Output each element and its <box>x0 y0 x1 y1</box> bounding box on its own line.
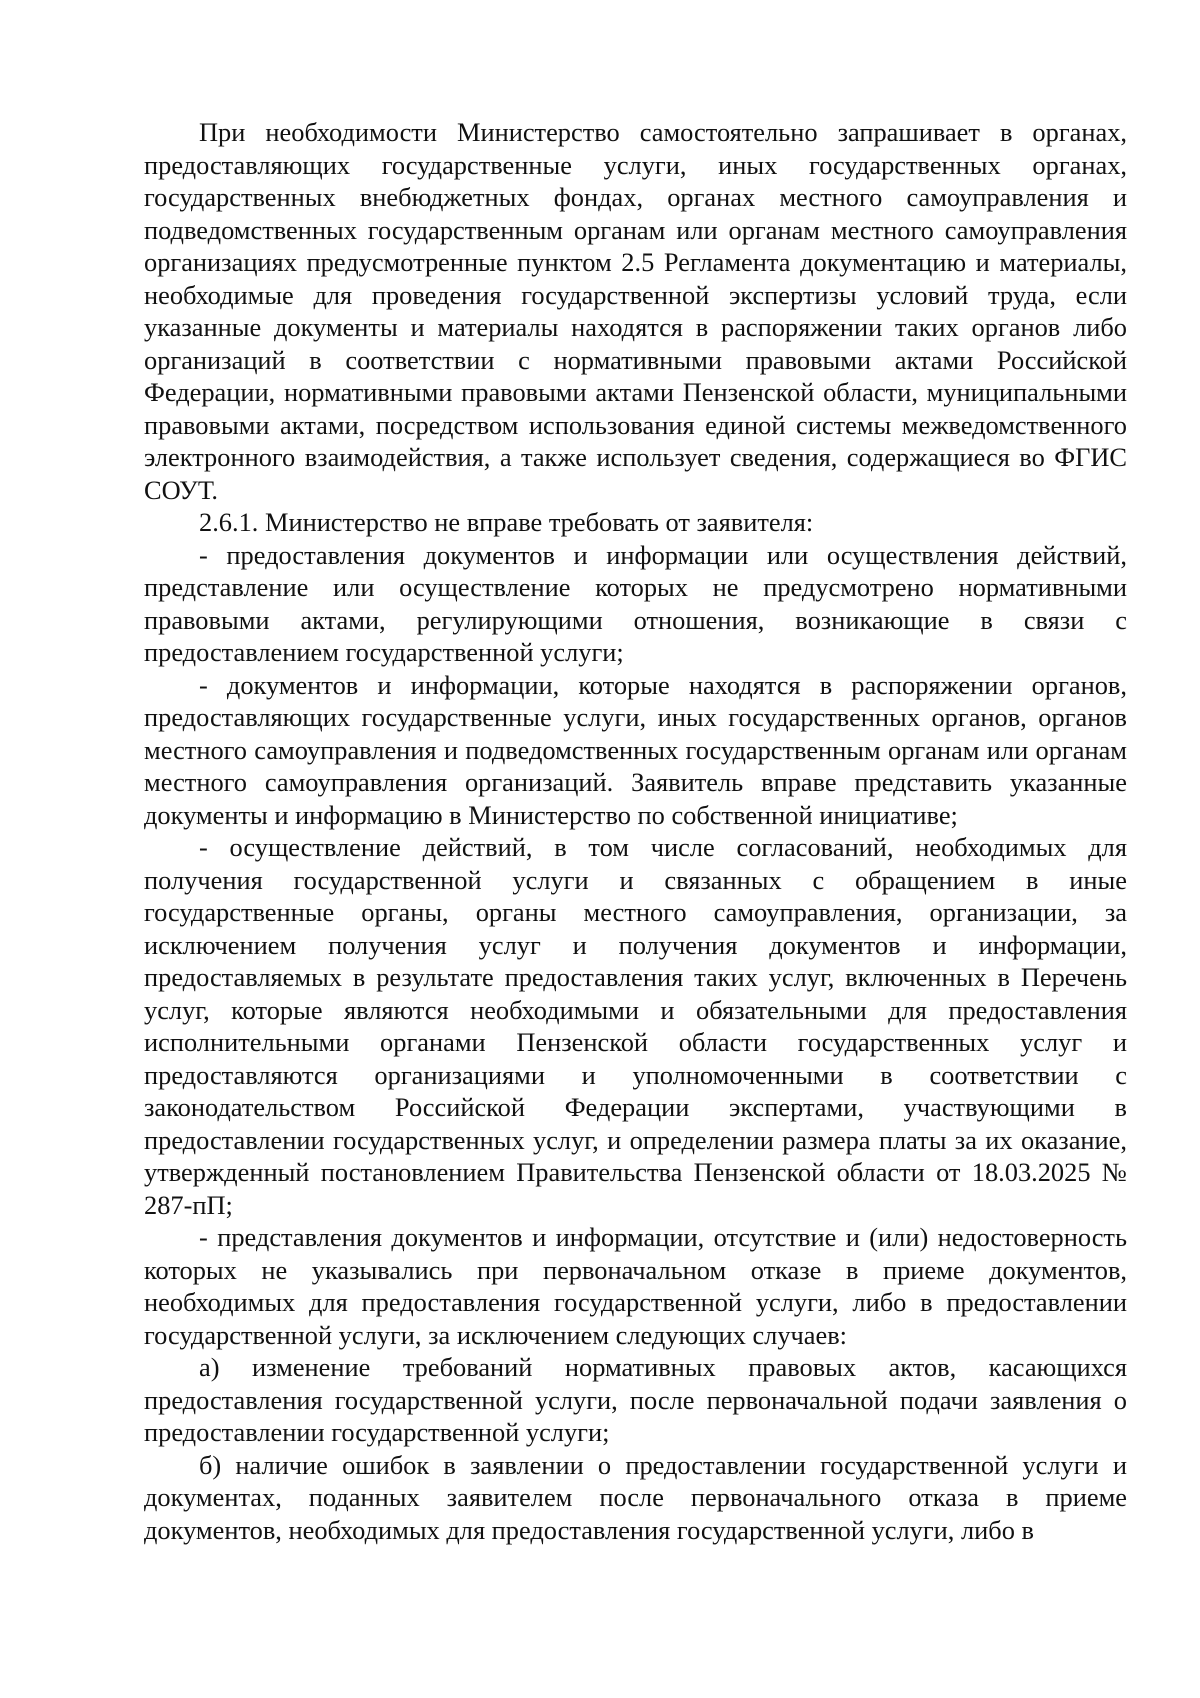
paragraph-item-documents: - документов и информации, которые находятся в распоряжении органов, предоставляющих государственные услуги, иных государственных органов, органов местного самоуправления и подведомственных государственным органам или органам местного самоуправления организаций. Заявитель вправе представить указанные документы и информацию в Министерство по собственной инициативе; <box>144 669 1127 830</box>
paragraph-item-actions: - предоставления документов и информации или осуществления действий, представление или осуществление которых не предусмотрено нормативными правовыми актами, регулирующими отношения, возникающие в связи с предоставлением государственной услуги; <box>144 539 1127 667</box>
paragraph-case-b: б) наличие ошибок в заявлении о предоставлении государственной услуги и документах, поданных заявителем после первоначального отказа в приеме документов, необходимых для предоставления государственной услуги, либо в <box>144 1449 1127 1545</box>
paragraph-item-missing-documents: - представления документов и информации, отсутствие и (или) недостоверность которых не указывались при первоначальном отказе в приеме документов, необходимых для предоставления государственной услуги, либо в предоставлении государственной услуги, за исключением следующих случаев: <box>144 1222 1127 1350</box>
document-body <box>144 116 1127 1546</box>
paragraph-2-6-1-heading: 2.6.1. Министерство не вправе требовать от заявителя: <box>199 507 814 537</box>
paragraph-item-approvals: - осуществление действий, в том числе согласований, необходимых для получения государственной услуги и связанных с обращением в иные государственные органы, органы местного самоуправления, организации, за исключением получения услуг и получения документов и информации, предоставляемых в результате предоставления таких услуг, включенных в Перечень услуг, которые являются необходимыми и обязательными для предоставления исполнительными органами Пензенской области государственных услуг и предоставляются организациями и уполномоченными в соответствии с законодательством Российской Федерации экспертами, участвующими в предоставлении государственных услуг, и определении размера платы за их оказание, утвержденный постановлением Правительства Пензенской области от 18.03.2025 № 287-пП; <box>144 832 1127 1220</box>
paragraph-case-a: а) изменение требований нормативных правовых актов, касающихся предоставления государственной услуги, после первоначальной подачи заявления о предоставлении государственной услуги; <box>144 1352 1127 1447</box>
paragraph-request-by-ministry: При необходимости Министерство самостоятельно запрашивает в органах, предоставляющих государственные услуги, иных государственных органах, государственных внебюджетных фондах, органах местного самоуправления и подведомственных государственным органам или органам местного самоуправления организациях предусмотренные пунктом 2.5 Регламента документацию и материалы, необходимые для проведения государственной экспертизы условий труда, если указанные документы и материалы находятся в распоряжении таких органов либо организаций в соответствии с нормативными правовыми актами Российской Федерации, нормативными правовыми актами Пензенской области, муниципальными правовыми актами, посредством использования единой системы межведомственного электронного взаимодействия, а также использует сведения, содержащиеся во ФГИС СОУТ. <box>144 117 1127 505</box>
